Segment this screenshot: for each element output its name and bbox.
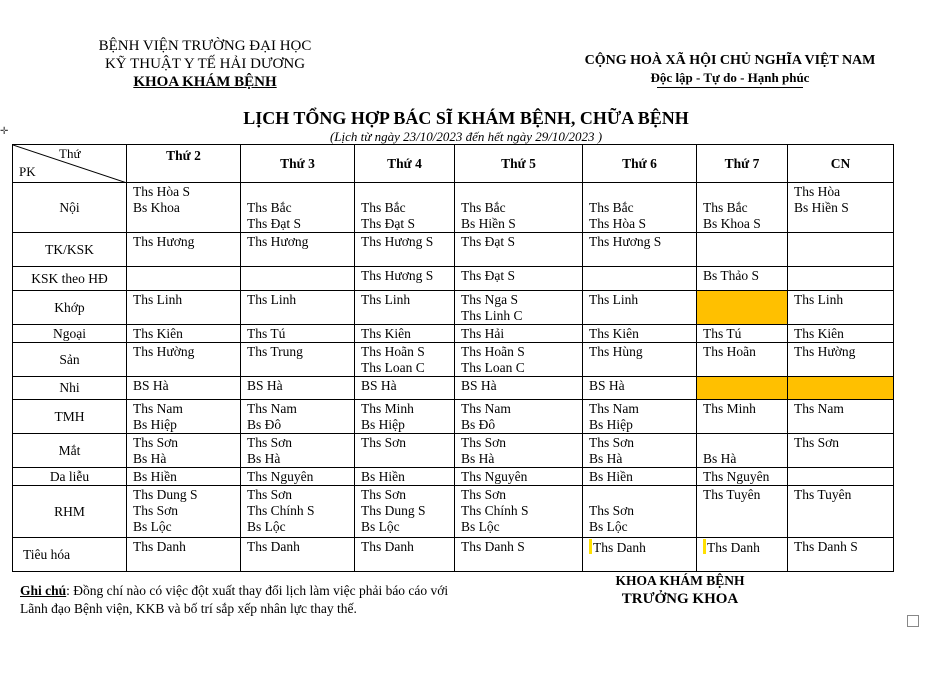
doctor-entry: Ths Đạt S — [247, 216, 301, 231]
doctor-entry: Ths Hương S — [589, 234, 662, 249]
doctor-entry — [461, 184, 576, 200]
doctor-entry: Ths Hòa S — [133, 184, 190, 199]
department-name: KHOA KHÁM BỆNH — [133, 74, 277, 90]
doctor-entry: BS Hà — [589, 378, 625, 393]
corner-pk-label: PK — [19, 164, 36, 179]
doctor-entry — [247, 184, 348, 200]
table-row — [13, 291, 894, 325]
doctor-entry: Ths Dung S — [361, 503, 426, 518]
schedule-cell — [127, 183, 241, 233]
schedule-cell — [788, 400, 894, 434]
schedule-cell — [241, 325, 355, 343]
footnote-text: : Đồng chí nào có việc đột xuất thay đổi lịch làm việc phải báo cáo với Lãnh đạo Bệnh viện, KKB và bố trí sắp xếp nhân lực thay thế. — [20, 583, 449, 616]
doctor-name: Ths Danh — [593, 540, 646, 555]
doctor-entry — [589, 487, 690, 503]
day-header: Thứ 5 — [455, 145, 583, 183]
schedule-cell — [455, 267, 583, 291]
schedule-cell — [788, 291, 894, 325]
schedule-cell — [455, 343, 583, 377]
day-header: Thứ 2 — [127, 145, 241, 183]
doctor-entry: BS Hà — [133, 378, 169, 393]
schedule-cell — [583, 291, 697, 325]
schedule-cell — [788, 233, 894, 267]
doctor-entry: Ths Hường — [794, 344, 856, 359]
schedule-cell — [583, 400, 697, 434]
doctor-entry: Ths Linh — [133, 292, 183, 307]
schedule-cell — [697, 343, 788, 377]
doctor-entry: BS Hà — [461, 378, 497, 393]
doctor-entry: Ths Hòa S — [589, 216, 646, 231]
doctor-entry — [703, 435, 781, 451]
schedule-cell — [241, 233, 355, 267]
doctor-entry: Ths Bắc — [589, 200, 634, 215]
doctor-entry: Bs Hiền S — [461, 216, 516, 231]
schedule-cell — [697, 538, 788, 572]
hospital-name-line2: KỸ THUẬT Y TẾ HẢI DƯƠNG — [104, 56, 306, 72]
highlight-mark — [589, 539, 592, 554]
doctor-entry: Ths Hoãn — [703, 344, 756, 359]
doctor-entry: Bs Khoa S — [703, 216, 761, 231]
doctor-entry: Ths Sơn — [461, 487, 507, 502]
doctor-entry: Ths Hải — [461, 326, 505, 341]
table-row — [13, 233, 894, 267]
signature-department: KHOA KHÁM BỆNH — [615, 573, 745, 588]
schedule-cell — [127, 538, 241, 572]
doctor-entry: Ths Kiên — [794, 326, 844, 341]
doctor-entry: Ths Nguyên — [703, 469, 770, 484]
schedule-cell — [455, 486, 583, 538]
pk-label: Da liễu — [13, 468, 127, 486]
national-title: CỘNG HOÀ XÃ HỘI CHỦ NGHĨA VIỆT NAM — [584, 53, 876, 68]
doctor-entry: Ths Tú — [247, 326, 286, 341]
doctor-entry: Ths Loan C — [461, 360, 525, 375]
doctor-entry: Bs Hiền — [361, 469, 405, 484]
schedule-cell — [583, 486, 697, 538]
schedule-cell — [355, 325, 455, 343]
schedule-cell — [788, 538, 894, 572]
doctor-entry — [703, 184, 781, 200]
doctor-entry: Ths Dung S — [133, 487, 198, 502]
doctor-entry: Ths Nguyên — [247, 469, 314, 484]
pk-label: Tiêu hóa — [13, 538, 127, 572]
page-title: LỊCH TỔNG HỢP BÁC SĨ KHÁM BỆNH, CHỮA BỆNH — [243, 108, 689, 128]
doctor-entry: Ths Đạt S — [461, 234, 515, 249]
schedule-cell — [455, 400, 583, 434]
doctor-entry: Ths Đạt S — [461, 268, 515, 283]
doctor-entry: Bs Hiệp — [589, 417, 633, 432]
doctor-name: Ths Danh — [707, 540, 760, 555]
doctor-entry: Ths Nam — [133, 401, 183, 416]
doctor-entry: Bs Lộc — [361, 519, 400, 534]
schedule-cell — [127, 434, 241, 468]
footnote-label: Ghi chú — [20, 583, 67, 598]
doctor-entry: Bs Hiệp — [133, 417, 177, 432]
day-header: Thứ 4 — [355, 145, 455, 183]
schedule-cell — [455, 434, 583, 468]
schedule-cell — [788, 325, 894, 343]
schedule-cell — [583, 233, 697, 267]
doctor-entry: BS Hà — [361, 378, 397, 393]
schedule-cell — [241, 486, 355, 538]
schedule-cell — [355, 291, 455, 325]
doctor-entry: Ths Chính S — [461, 503, 529, 518]
doctor-entry: Ths Nam — [589, 401, 639, 416]
doctor-entry: Ths Kiên — [133, 326, 183, 341]
doctor-entry: Ths Nguyên — [461, 469, 528, 484]
doctor-entry: Ths Linh — [247, 292, 297, 307]
corner-day-label: Thứ — [59, 146, 81, 161]
doctor-entry: Bs Hà — [589, 451, 623, 466]
highlight-mark — [703, 539, 706, 554]
doctor-entry: Ths Chính S — [247, 503, 315, 518]
schedule-cell — [455, 183, 583, 233]
doctor-entry: Ths Hoãn S — [361, 344, 425, 359]
doctor-entry: Ths Hòa — [794, 184, 841, 199]
header-left — [60, 37, 350, 91]
schedule-cell — [583, 377, 697, 400]
pk-label: TMH — [13, 400, 127, 434]
national-motto: Độc lập - Tự do - Hạnh phúc — [650, 70, 810, 85]
doctor-entry: Ths Danh S — [461, 539, 525, 554]
schedule-cell — [697, 325, 788, 343]
doctor-entry: Bs Hiệp — [361, 417, 405, 432]
table-row — [13, 377, 894, 400]
schedule-cell — [788, 434, 894, 468]
doctor-entry: Ths Sơn — [794, 435, 840, 450]
table-row — [13, 400, 894, 434]
schedule-cell — [241, 183, 355, 233]
doctor-entry: Ths Hường — [133, 344, 195, 359]
schedule-cell — [788, 468, 894, 486]
header-right — [560, 52, 900, 88]
schedule-cell — [697, 434, 788, 468]
pk-label: Mắt — [13, 434, 127, 468]
motto-underline — [657, 87, 803, 88]
schedule-cell — [788, 486, 894, 538]
schedule-table — [12, 144, 894, 572]
doctor-entry: Ths Tuyên — [703, 487, 761, 502]
doctor-entry: Bs Hiền — [589, 469, 633, 484]
resize-handle-icon[interactable] — [907, 615, 919, 627]
doctor-entry: Bs Lộc — [133, 519, 172, 534]
table-row — [13, 267, 894, 291]
pk-label: KSK theo HĐ — [13, 267, 127, 291]
doctor-entry: Ths Hoãn S — [461, 344, 525, 359]
doctor-entry — [589, 184, 690, 200]
schedule-cell — [697, 400, 788, 434]
pk-label: Nhi — [13, 377, 127, 400]
schedule-cell — [127, 468, 241, 486]
doctor-entry: Ths Sơn — [461, 435, 507, 450]
schedule-cell — [241, 267, 355, 291]
doctor-entry: Bs Lộc — [589, 519, 628, 534]
schedule-cell — [697, 183, 788, 233]
table-row — [13, 538, 894, 572]
doctor-entry: Ths Danh — [247, 539, 300, 554]
doctor-entry: Ths Bắc — [361, 200, 406, 215]
schedule-cell — [355, 377, 455, 400]
doctor-entry: Ths Danh — [133, 539, 186, 554]
doctor-entry — [703, 539, 781, 556]
pk-label: Ngoại — [13, 325, 127, 343]
doctor-entry: Ths Kiên — [361, 326, 411, 341]
schedule-cell — [127, 233, 241, 267]
doctor-entry: Ths Minh — [361, 401, 414, 416]
doctor-entry: Ths Linh — [589, 292, 639, 307]
schedule-cell — [241, 291, 355, 325]
schedule-cell — [355, 400, 455, 434]
pk-label: RHM — [13, 486, 127, 538]
schedule-cell — [788, 267, 894, 291]
schedule-cell — [455, 233, 583, 267]
schedule-cell — [355, 486, 455, 538]
schedule-cell — [788, 343, 894, 377]
doctor-entry: Ths Hương S — [361, 268, 434, 283]
schedule-cell — [355, 468, 455, 486]
doctor-entry: Bs Hà — [461, 451, 495, 466]
doctor-entry: Ths Sơn — [133, 435, 179, 450]
schedule-cell — [455, 377, 583, 400]
doctor-entry: Bs Thảo S — [703, 268, 760, 283]
doctor-entry: Ths Sơn — [361, 435, 407, 450]
doctor-entry: Ths Nam — [247, 401, 297, 416]
doctor-entry: Ths Hùng — [589, 344, 643, 359]
schedule-cell — [355, 267, 455, 291]
doctor-entry: Bs Hiền — [133, 469, 177, 484]
doctor-entry: Bs Hà — [703, 451, 737, 466]
doctor-entry: Ths Nam — [461, 401, 511, 416]
doctor-entry: Ths Trung — [247, 344, 303, 359]
schedule-cell — [583, 343, 697, 377]
doctor-entry: Bs Khoa — [133, 200, 180, 215]
doctor-entry: Ths Kiên — [589, 326, 639, 341]
schedule-cell — [697, 267, 788, 291]
doctor-entry: Ths Bắc — [247, 200, 292, 215]
schedule-cell — [788, 183, 894, 233]
schedule-cell — [583, 325, 697, 343]
schedule-cell — [241, 434, 355, 468]
doctor-entry: Ths Sơn — [589, 435, 635, 450]
doctor-entry: Ths Đạt S — [361, 216, 415, 231]
doctor-entry: Ths Hương — [247, 234, 309, 249]
doctor-entry: Ths Tú — [703, 326, 742, 341]
doctor-entry: BS Hà — [247, 378, 283, 393]
schedule-cell — [241, 538, 355, 572]
schedule-cell — [127, 400, 241, 434]
doctor-entry: Bs Hà — [247, 451, 281, 466]
doctor-entry: Ths Nam — [794, 401, 844, 416]
pk-label: TK/KSK — [13, 233, 127, 267]
day-header: CN — [788, 145, 894, 183]
doctor-entry — [589, 539, 690, 556]
table-row — [13, 486, 894, 538]
day-header: Thứ 7 — [697, 145, 788, 183]
table-corner-cell — [13, 145, 127, 183]
table-move-handle-icon[interactable]: ✛ — [0, 126, 9, 137]
schedule-cell — [583, 267, 697, 291]
doctor-entry: Bs Đô — [461, 417, 496, 432]
schedule-cell — [583, 434, 697, 468]
doctor-entry: Bs Hà — [133, 451, 167, 466]
page-subtitle: (Lịch từ ngày 23/10/2023 đến hết ngày 29/10/2023 ) — [329, 129, 603, 144]
doctor-entry: Ths Sơn — [133, 503, 179, 518]
doctor-entry: Bs Lộc — [247, 519, 286, 534]
doctor-entry — [361, 184, 448, 200]
doctor-entry: Bs Lộc — [461, 519, 500, 534]
signature-title: TRƯỞNG KHOA — [621, 591, 739, 607]
doctor-entry: Bs Hiền S — [794, 200, 849, 215]
schedule-cell — [583, 538, 697, 572]
day-header: Thứ 6 — [583, 145, 697, 183]
doctor-entry: Ths Danh — [361, 539, 414, 554]
doctor-entry: Ths Nga S — [461, 292, 518, 307]
table-header-row — [13, 145, 894, 183]
schedule-cell — [241, 343, 355, 377]
schedule-cell — [355, 538, 455, 572]
doctor-entry: Ths Sơn — [247, 487, 293, 502]
pk-label: Sản — [13, 343, 127, 377]
doctor-entry: Bs Đô — [247, 417, 282, 432]
table-row — [13, 325, 894, 343]
table-row — [13, 183, 894, 233]
doctor-entry: Ths Loan C — [361, 360, 425, 375]
schedule-cell — [455, 468, 583, 486]
schedule-cell — [241, 377, 355, 400]
doctor-entry: Ths Linh C — [461, 308, 523, 323]
schedule-cell — [127, 267, 241, 291]
schedule-cell — [697, 291, 788, 325]
hospital-name-line1: BỆNH VIỆN TRƯỜNG ĐẠI HỌC — [98, 38, 312, 54]
schedule-cell — [788, 377, 894, 400]
schedule-cell — [697, 377, 788, 400]
doctor-entry: Ths Linh — [794, 292, 844, 307]
schedule-cell — [127, 291, 241, 325]
schedule-cell — [127, 325, 241, 343]
schedule-cell — [583, 183, 697, 233]
signature-block — [560, 573, 800, 608]
schedule-cell — [455, 291, 583, 325]
schedule-cell — [455, 538, 583, 572]
pk-label: Khớp — [13, 291, 127, 325]
day-header: Thứ 3 — [241, 145, 355, 183]
table-row — [13, 468, 894, 486]
doctor-entry: Ths Hương — [133, 234, 195, 249]
doctor-entry: Ths Sơn — [247, 435, 293, 450]
table-row — [13, 434, 894, 468]
doctor-entry: Ths Sơn — [589, 503, 635, 518]
schedule-cell — [455, 325, 583, 343]
doctor-entry: Ths Minh — [703, 401, 756, 416]
schedule-cell — [583, 468, 697, 486]
schedule-cell — [127, 486, 241, 538]
schedule-cell — [127, 377, 241, 400]
doctor-entry: Ths Danh S — [794, 539, 858, 554]
schedule-cell — [241, 468, 355, 486]
pk-label: Nội — [13, 183, 127, 233]
doctor-entry: Ths Tuyên — [794, 487, 852, 502]
doctor-entry: Ths Bắc — [703, 200, 748, 215]
schedule-cell — [355, 434, 455, 468]
doctor-entry: Ths Hương S — [361, 234, 434, 249]
schedule-cell — [355, 183, 455, 233]
schedule-cell — [355, 343, 455, 377]
schedule-cell — [697, 486, 788, 538]
schedule-cell — [697, 468, 788, 486]
table-row — [13, 343, 894, 377]
schedule-cell — [241, 400, 355, 434]
doctor-entry: Ths Sơn — [361, 487, 407, 502]
schedule-cell — [697, 233, 788, 267]
footnote — [20, 582, 460, 618]
doctor-entry: Ths Bắc — [461, 200, 506, 215]
schedule-cell — [127, 343, 241, 377]
doctor-entry: Ths Linh — [361, 292, 411, 307]
schedule-cell — [355, 233, 455, 267]
